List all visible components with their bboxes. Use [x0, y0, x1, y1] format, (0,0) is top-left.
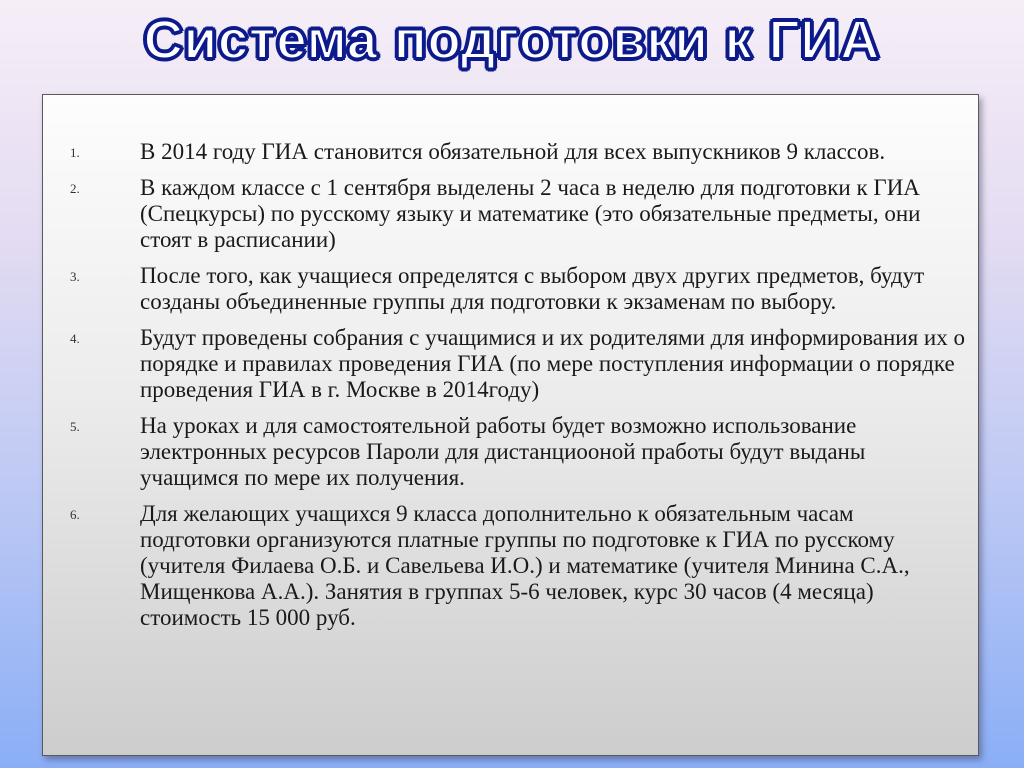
list-item-number: 2.: [70, 181, 80, 196]
numbered-list: [43, 139, 978, 641]
list-item: [43, 325, 978, 403]
list-item-text: После того, как учащиеся определятся с выбором двух других предметов, будут созданы объединенные группы для подготовки к экзаменам по выбору.: [140, 263, 925, 314]
list-item: [43, 263, 978, 315]
list-item: [43, 413, 978, 491]
list-item-text: Для желающих учащихся 9 класса дополнительно к обязательным часам подготовки организуются платные группы по подготовке к ГИА по русскому (учителя Филаева О.Б. и Савельева И.О.) и математике (учителя Минина С.А., Мищенкова А.А.). Занятия в группах 5-6 человек, курс 30 часов (4 месяца) стоимость 15 000 руб.: [140, 501, 910, 630]
list-item: [43, 175, 978, 253]
list-item-number: 3.: [70, 269, 80, 284]
content-box: [42, 94, 979, 756]
list-item-number: 1.: [70, 145, 80, 160]
list-item: [43, 501, 978, 631]
list-item-number: 5.: [70, 419, 80, 434]
list-item: [43, 139, 978, 165]
list-item-text: На уроках и для самостоятельной работы будет возможно использование электронных ресурсов Пароли для дистанциооной пработы будут выданы учащимся по мере их получения.: [140, 413, 866, 490]
list-item-number: 6.: [70, 507, 80, 522]
slide-title: Система подготовки к ГИА: [143, 10, 881, 70]
list-item-text: В каждом классе с 1 сентября выделены 2 часа в неделю для подготовки к ГИА (Спецкурсы) по русскому языку и математике (это обязательные предметы, они стоят в расписании): [140, 175, 921, 252]
list-item-text: Будут проведены собрания с учащимися и их родителями для информирования их о порядке и правилах проведения ГИА (по мере поступления информации о порядке проведения ГИА в г. Москве в 2014году): [140, 325, 965, 402]
list-item-number: 4.: [70, 331, 80, 346]
list-item-text: В 2014 году ГИА становится обязательной для всех выпускников 9 классов.: [140, 139, 886, 164]
